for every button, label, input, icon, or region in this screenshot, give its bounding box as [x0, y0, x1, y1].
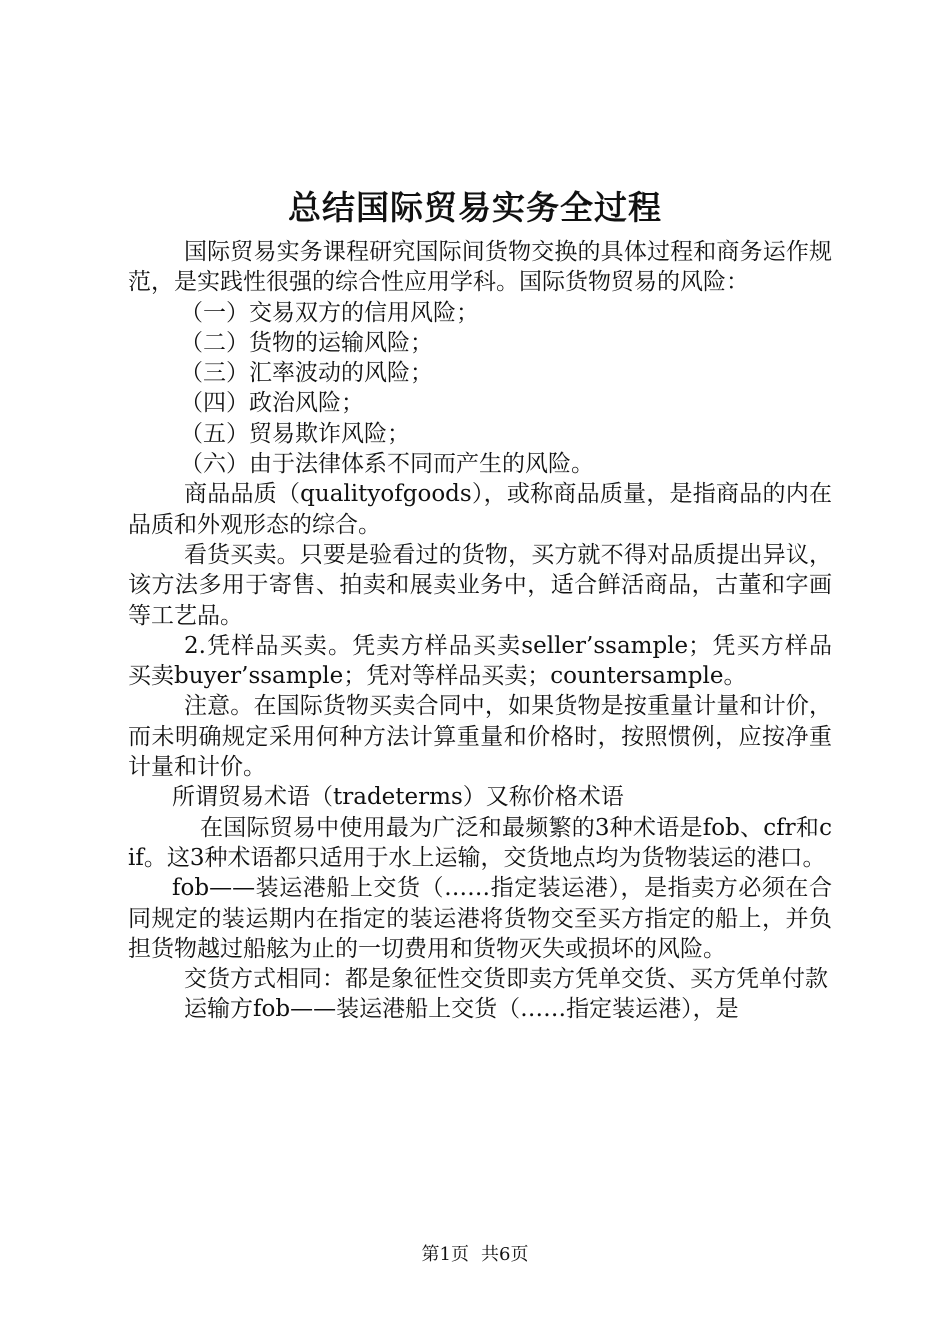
paragraph-three-terms: 在国际贸易中使用最为广泛和最频繁的3种术语是fob、cfr和cif。这3种术语都只适用于水上运输，交货地点均为货物装运的港口。	[128, 814, 832, 871]
risk-item-5: （五）贸易欺诈风险；	[180, 420, 410, 447]
document-body	[128, 237, 832, 1025]
risk-item-4: （四）政治风险；	[180, 390, 364, 417]
paragraph-delivery-method: 交货方式相同：都是象征性交货即卖方凭单交货、买方凭单付款	[184, 966, 828, 993]
page-total: 共6页	[481, 1244, 529, 1265]
risk-item-1: （一）交易双方的信用风险；	[180, 299, 479, 326]
risk-item-2: （二）货物的运输风险；	[180, 329, 433, 356]
paragraph-transport-fob: 运输方fob——装运港船上交货（……指定装运港），是	[184, 996, 739, 1023]
paragraph-note-weight: 注意。在国际货物买卖合同中，如果货物是按重量计量和计价，而未明确规定采用何种方法计算重量和价格时，按照惯例，应按净重计量和计价。	[128, 693, 832, 781]
paragraph-trade-terms: 所谓贸易术语（tradeterms）又称价格术语	[172, 784, 624, 811]
page-number: 第1页	[421, 1244, 469, 1265]
paragraph-inspection-sale: 看货买卖。只要是验看过的货物，买方就不得对品质提出异议，该方法多用于寄售、拍卖和展卖业务中，适合鲜活商品，古董和字画等工艺品。	[128, 541, 832, 629]
page-footer	[0, 1243, 950, 1267]
document-title: 总结国际贸易实务全过程	[288, 188, 662, 227]
paragraph-quality: 商品品质（qualityofgoods），或称商品质量，是指商品的内在品质和外观形态的综合。	[128, 481, 832, 538]
paragraph-intro: 国际贸易实务课程研究国际间货物交换的具体过程和商务运作规范，是实践性很强的综合性应用学科。国际货物贸易的风险：	[128, 239, 832, 296]
risk-item-3: （三）汇率波动的风险；	[180, 360, 433, 387]
paragraph-sample-sale: 2.凭样品买卖。凭卖方样品买卖seller’ssample；凭买方样品买卖buyer’ssample；凭对等样品买卖；countersample。	[128, 632, 832, 690]
paragraph-fob-definition: fob——装运港船上交货（……指定装运港），是指卖方必须在合同规定的装运期内在指定的装运港将货物交至买方指定的船上，并负担货物越过船舷为止的一切费用和货物灭失或损坏的风险。	[128, 875, 832, 962]
risk-item-6: （六）由于法律体系不同而产生的风险。	[180, 451, 594, 478]
